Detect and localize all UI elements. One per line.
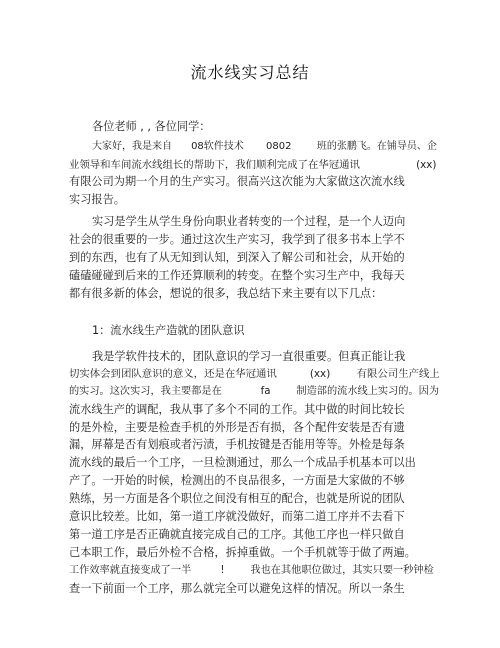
paragraph-2-line-5: 都有很多新的体会，想说的很多，我总结下来主要有以下几点： — [69, 287, 383, 300]
paragraph-1-line-4: 实习报告。 — [69, 193, 125, 206]
page-title: 流水线实习总结 — [190, 63, 310, 82]
paragraph-3-line-12: 己本职工作，最后外检不合格，拆掉重做。一个手机就等于做了两遍。 — [69, 546, 416, 559]
paragraph-3-line-2: 切实体会到团队意识的意义，还是在华冠通讯 (xx) 有限公司生产线上 — [69, 368, 440, 380]
paragraph-1-line-3: 有限公司为期一个月的生产实习。很高兴这次能为大家做这次流水线 — [69, 175, 405, 188]
paragraph-3-line-9: 熟练，另一方面是各个职位之间没有相互的配合，也就是所说的团队 — [69, 492, 405, 505]
paragraph-2-line-2: 社会的很重要的一步。通过这次生产实习，我学到了很多书本上学不 — [69, 233, 405, 246]
paragraph-3-line-5: 的是外检，主要是检查手机的外形是否有损，各个配件安装是否有遗 — [69, 421, 405, 434]
paragraph-3-line-7: 流水线的最后一个工序，一旦检测通过，那么一个成品手机基本可以出 — [69, 456, 416, 469]
paragraph-3-line-8: 产了。一开始的时候，检测出的不良品很多，一方面是大家做的不够 — [69, 474, 405, 487]
paragraph-1-line-1: 大家好，我是来自 08软件技术 0802 班的张鹏飞。在铺导员、企 — [92, 141, 437, 152]
greeting: 各位老师 , , 各位同学： — [92, 120, 211, 133]
paragraph-3-line-14: 查一下前面一个工序，那么就完全可以避免这样的情况。所以一条生 — [69, 582, 405, 595]
paragraph-3-line-10: 意识比较差。比如，第一道工序就没做好，而第二道工序并不去看下 — [69, 510, 405, 523]
paragraph-3-line-1: 我是学软件技术的，团队意识的学习一直很重要。但真正能让我 — [92, 350, 406, 363]
paragraph-3-line-6: 漏，屏幕是否有划痕或者污渍，手机按键是否能用等等。外检是每条 — [69, 438, 405, 451]
section-1-heading: 1：流水线生产造就的团队意识 — [92, 324, 245, 337]
paragraph-2-line-1: 实习是学生从学生身份向职业者转变的一个过程，是一个人迈向 — [92, 215, 406, 228]
paragraph-2-line-4: 磕磕碰碰到后来的工作还算顺利的转变。在整个实习生产中，我每天 — [69, 269, 405, 282]
paragraph-3-line-13: 工作效率就直接变成了一半 ! 我也在其他职位做过，其实只要一秒钟检 — [69, 565, 434, 576]
paragraph-3-line-11: 第一道工序是否正确就直接完成自己的工序。其他工序也一样只做自 — [69, 528, 405, 541]
paragraph-3-line-4: 流水线生产的调配，我从事了多个不同的工作。其中做的时间比较长 — [69, 403, 405, 416]
paragraph-1-line-2: 业领导和车间流水线组长的帮助下，我们顺利完成了在华冠通讯 (xx) — [69, 159, 437, 171]
paragraph-2-line-3: 到的东西，也有了从无知到认知，到深入了解公司和社会，从开始的 — [69, 251, 405, 264]
paragraph-3-line-3: 的实习。这次实习，我主要都是在 fa 制造部的流水线上实习的。因为 — [69, 386, 440, 397]
